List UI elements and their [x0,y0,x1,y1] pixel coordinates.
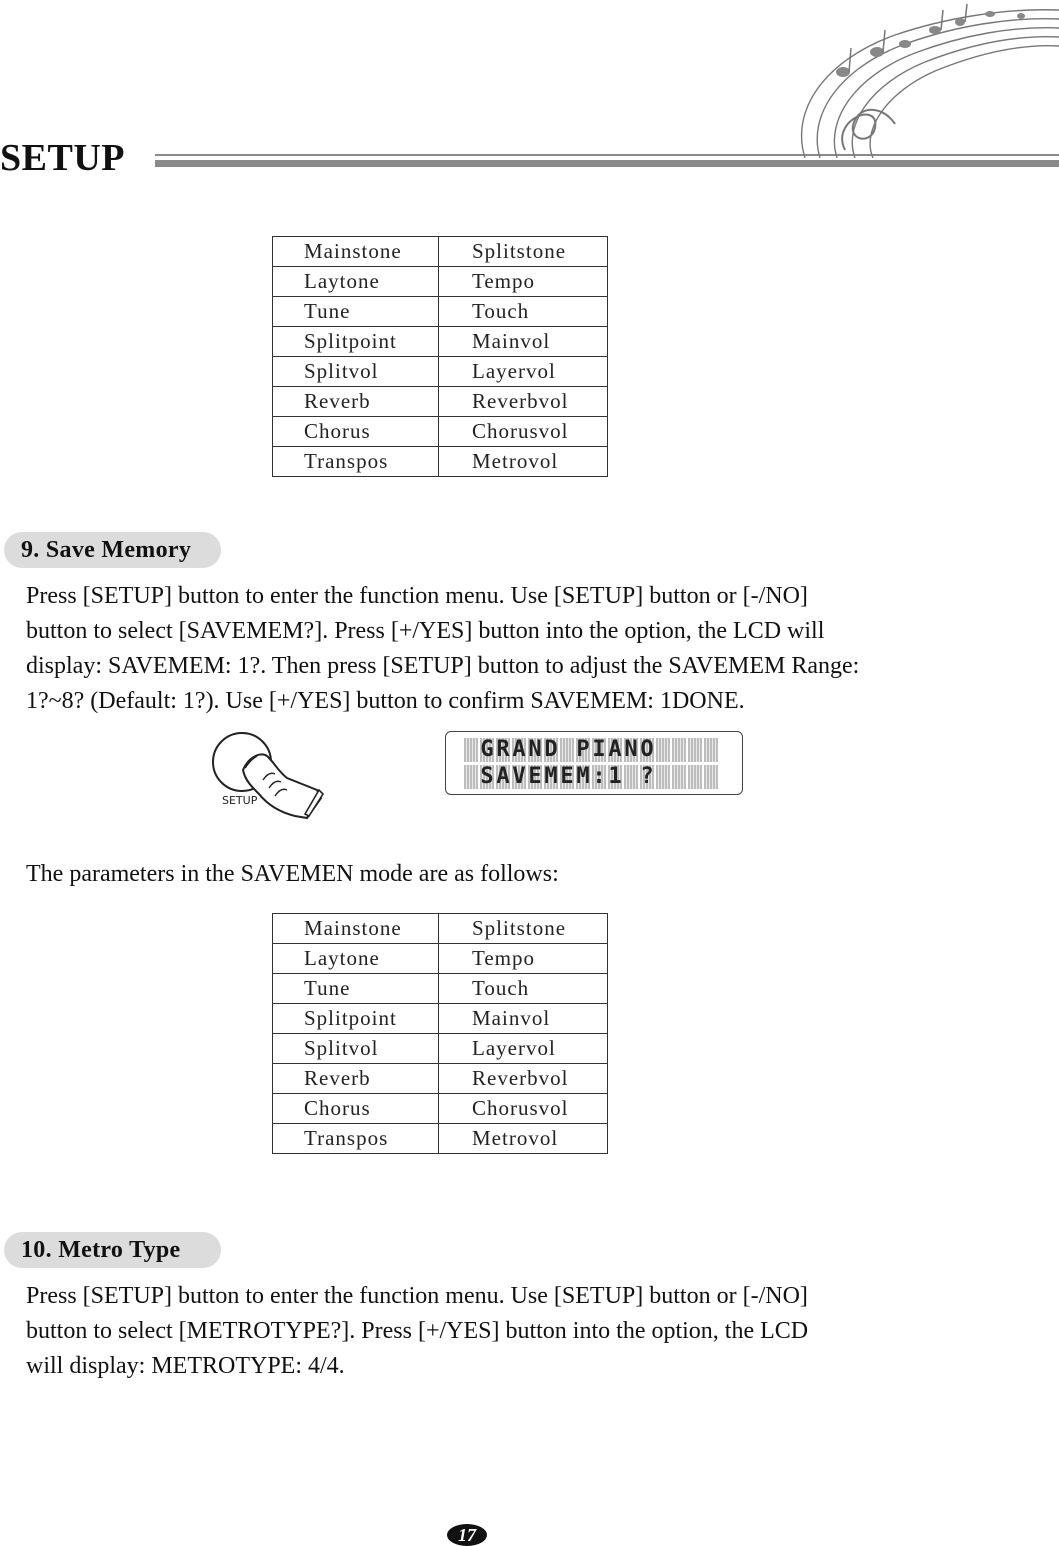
table-row [273,1124,608,1154]
page-title: SETUP [0,137,125,179]
lcd-char-cell: M [576,765,590,789]
save-memory-instructions [26,579,1026,719]
lcd-char-cell: O [640,738,654,762]
table-cell: Chorusvol [439,417,608,447]
table-cell: Reverbvol [439,387,608,417]
parameters-intro [26,857,1026,892]
lcd-char-cell: N [624,738,638,762]
setup-button-label: SETUP [222,794,258,807]
table-cell: Touch [439,297,608,327]
lcd-line-2 [464,765,718,789]
lcd-char-cell [672,765,686,789]
table-row [273,267,608,297]
lcd-char-cell: N [528,738,542,762]
music-notes-decoration-icon [785,0,1059,158]
table-cell: Splitvol [273,1034,439,1064]
lcd-char-cell [464,765,478,789]
table-row [273,1064,608,1094]
table-row [273,944,608,974]
lcd-char-cell [464,738,478,762]
parameter-table-bottom [272,913,608,1154]
table-cell: Layervol [439,357,608,387]
table-row [273,417,608,447]
lcd-char-cell: P [576,738,590,762]
table-cell: Reverb [273,1064,439,1094]
lcd-char-cell [672,738,686,762]
table-cell: Chorusvol [439,1094,608,1124]
table-cell: Mainstone [273,237,439,267]
table-row [273,297,608,327]
section-heading-save-memory: 9. Save Memory [4,532,221,568]
lcd-char-cell: : [592,765,606,789]
lcd-char-cell: 1 [608,765,622,789]
table-cell: Metrovol [439,1124,608,1154]
table-cell: Tempo [439,267,608,297]
paragraph-line: Press [SETUP] button to enter the function menu. Use [SETUP] button or [-/NO] [26,1283,808,1309]
table-cell: Splitvol [273,357,439,387]
lcd-char-cell: A [496,765,510,789]
table-cell: Splitpoint [273,1004,439,1034]
table-cell: Laytone [273,267,439,297]
table-cell: Splitstone [439,237,608,267]
table-row [273,1034,608,1064]
page-number: 17 [447,1524,487,1546]
table-row [273,914,608,944]
lcd-char-cell [624,765,638,789]
lcd-char-cell [688,738,702,762]
paragraph-line: Press [SETUP] button to enter the function menu. Use [SETUP] button or [-/NO] [26,583,808,609]
table-cell: Splitpoint [273,327,439,357]
table-cell: Transpos [273,1124,439,1154]
table-cell: Metrovol [439,447,608,477]
lcd-char-cell [704,765,718,789]
table-cell: Mainvol [439,327,608,357]
table-cell: Laytone [273,944,439,974]
table-row [273,387,608,417]
lcd-char-cell: S [480,765,494,789]
lcd-char-cell: A [608,738,622,762]
lcd-char-cell: D [544,738,558,762]
lcd-char-cell: M [544,765,558,789]
table-row [273,357,608,387]
lcd-char-cell: R [496,738,510,762]
table-row [273,327,608,357]
lcd-char-cell: ? [640,765,654,789]
table-row [273,237,608,267]
lcd-char-cell [656,765,670,789]
paragraph-line: button to select [SAVEMEM?]. Press [+/YES] button into the option, the LCD will [26,618,825,644]
table-cell: Mainstone [273,914,439,944]
lcd-display [445,731,743,795]
table-row [273,447,608,477]
table-row [273,974,608,1004]
table-cell: Chorus [273,417,439,447]
table-cell: Mainvol [439,1004,608,1034]
lcd-char-cell: I [592,738,606,762]
lcd-char-cell: A [512,738,526,762]
table-cell: Layervol [439,1034,608,1064]
lcd-line-1 [464,738,718,762]
paragraph-line: will display: METROTYPE: 4/4. [26,1353,345,1379]
lcd-char-cell: E [560,765,574,789]
lcd-char-cell [656,738,670,762]
lcd-char-cell [560,738,574,762]
lcd-char-cell: G [480,738,494,762]
paragraph-line: 1?~8? (Default: 1?). Use [+/YES] button to confirm SAVEMEM: 1DONE. [26,688,745,714]
table-cell: Tune [273,974,439,1004]
lcd-char-cell: V [512,765,526,789]
table-row [273,1004,608,1034]
setup-button-press-icon [205,728,330,823]
table-cell: Tune [273,297,439,327]
table-cell: Reverb [273,387,439,417]
lcd-char-cell [704,738,718,762]
table-row [273,1094,608,1124]
lcd-char-cell [688,765,702,789]
table-cell: Tempo [439,944,608,974]
lcd-char-cell: E [528,765,542,789]
table-cell: Splitstone [439,914,608,944]
table-cell: Transpos [273,447,439,477]
table-cell: Reverbvol [439,1064,608,1094]
table-cell: Chorus [273,1094,439,1124]
metro-type-instructions [26,1279,1026,1384]
paragraph-line: button to select [METROTYPE?]. Press [+/YES] button into the option, the LCD [26,1318,809,1344]
paragraph-line: The parameters in the SAVEMEN mode are as follows: [26,861,559,887]
parameter-table-top [272,236,608,477]
table-cell: Touch [439,974,608,1004]
paragraph-line: display: SAVEMEM: 1?. Then press [SETUP] button to adjust the SAVEMEM Range: [26,653,860,679]
section-heading-metro-type: 10. Metro Type [4,1232,221,1268]
